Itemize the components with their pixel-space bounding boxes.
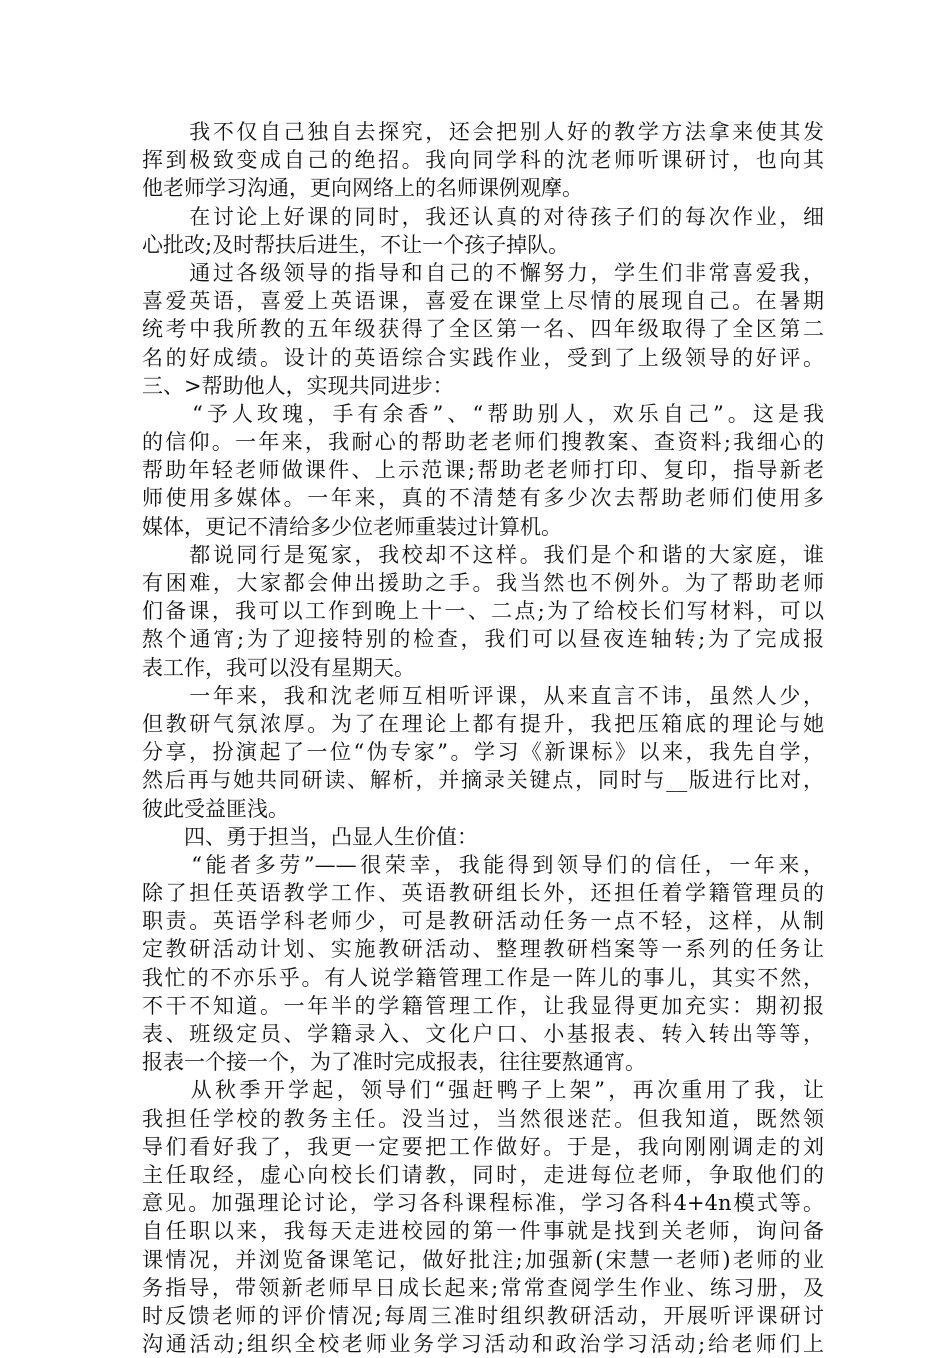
- section-heading: 三、>帮助他人，实现共同进步：: [142, 373, 454, 398]
- text-line: 统考中我所教的五年级获得了全区第一名、四年级取得了全区第二: [142, 317, 824, 342]
- text-line: 务指导，带领新老师早日成长起来;常常查阅学生作业、练习册，及: [142, 1275, 824, 1300]
- text-line: 一年来，我和沈老师互相听评课，从来直言不讳，虽然人少，: [142, 683, 824, 708]
- text-line: 通过各级领导的指导和自己的不懈努力，学生们非常喜爱我，: [142, 260, 824, 285]
- text-line: 师使用多媒体。一年来，真的不清楚有多少次去帮助老师们使用多: [142, 486, 824, 511]
- text-line: 挥到极致变成自己的绝招。我向同学科的沈老师听课研讨，也向其: [142, 148, 824, 173]
- text-line: 有困难，大家都会伸出援助之手。我当然也不例外。为了帮助老师: [142, 571, 824, 595]
- text-line: 表工作，我可以没有星期天。: [142, 655, 415, 680]
- text-line: 定教研活动计划、实施教研活动、整理教研档案等一系列的任务让: [142, 937, 824, 962]
- text-line: 熬个通宵;为了迎接特别的检查，我们可以昼夜连轴转;为了完成报: [142, 627, 824, 652]
- text-line: 我忙的不亦乐乎。有人说学籍管理工作是一阵儿的事儿，其实不然，: [142, 965, 824, 990]
- document-body: [142, 118, 824, 1358]
- text-line: 表、班级定员、学籍录入、文化户口、小基报表、转入转出等等，: [142, 1022, 824, 1046]
- text-line: 他老师学习沟通，更向网络上的名师课例观摩。: [142, 176, 583, 201]
- text-line: 彼此受益匪浅。: [142, 796, 289, 821]
- text-line: 时反馈老师的评价情况;每周三准时组织教研活动，开展听评课研讨: [142, 1303, 824, 1328]
- text-line: “予人玫瑰，手有余香”、“帮助别人，欢乐自己”。这是我: [142, 401, 824, 426]
- text-line: 们备课，我可以工作到晚上十一、二点;为了给校长们写材料，可以: [142, 599, 824, 624]
- text-line: 课情况，并浏览备课笔记，做好批注;加强新(宋慧一老师)老师的业: [142, 1247, 824, 1272]
- text-line: 报表一个接一个，为了准时完成报表，往往要熬通宵。: [142, 1050, 646, 1075]
- text-line: 分享，扮演起了一位“伪专家”。学习《新课标》以来，我先自学，: [142, 740, 824, 765]
- text-line: 从秋季开学起，领导们“强赶鸭子上架”，再次重用了我，让: [142, 1078, 824, 1103]
- text-line: 导们看好我了，我更一定要把工作做好。于是，我向刚刚调走的刘: [142, 1134, 824, 1159]
- text-line: 主任取经，虚心向校长们请教，同时，走进每位老师，争取他们的: [142, 1162, 824, 1187]
- text-line: 喜爱英语，喜爱上英语课，喜爱在课堂上尽情的展现自己。在暑期: [142, 289, 824, 314]
- text-line: 的信仰。一年来，我耐心的帮助老老师们搜教案、查资料;我细心的: [142, 430, 824, 455]
- text-line: 我不仅自己独自去探究，还会把别人好的教学方法拿来使其发: [142, 120, 824, 144]
- text-line: 媒体，更记不清给多少位老师重装过计算机。: [142, 514, 562, 539]
- text-line: “能者多劳”——很荣幸，我能得到领导们的信任，一年来，: [142, 852, 824, 877]
- text-line: 沟通活动;组织全校老师业务学习活动和政治学习活动;给老师们上: [142, 1332, 824, 1357]
- text-line: 我担任学校的教务主任。没当过，当然很迷茫。但我知道，既然领: [142, 1106, 824, 1131]
- text-line: 都说同行是冤家，我校却不这样。我们是个和谐的大家庭，谁: [142, 542, 824, 567]
- text-line: 自任职以来，我每天走进校园的第一件事就是找到关老师，询问备: [142, 1219, 824, 1244]
- text-line: 名的好成绩。设计的英语综合实践作业，受到了上级领导的好评。: [142, 345, 824, 370]
- text-line: 然后再与她共同研读、解析，并摘录关键点，同时与__版进行比对，: [142, 768, 824, 793]
- text-line: 意见。加强理论讨论，学习各科课程标准，学习各科4+4n模式等。: [142, 1191, 824, 1216]
- text-line: 心批改;及时帮扶后进生，不让一个孩子掉队。: [142, 232, 570, 257]
- text-line: 在讨论上好课的同时，我还认真的对待孩子们的每次作业，细: [142, 204, 824, 229]
- section-heading: 四、勇于担当，凸显人生价值：: [142, 824, 478, 849]
- text-line: 帮助年轻老师做课件、上示范课;帮助老老师打印、复印，指导新老: [142, 458, 824, 483]
- text-line: 不干不知道。一年半的学籍管理工作，让我显得更加充实：期初报: [142, 993, 824, 1018]
- text-line: 但教研气氛浓厚。为了在理论上都有提升，我把压箱底的理论与她: [142, 711, 824, 736]
- text-line: 职责。英语学科老师少，可是教研活动任务一点不轻，这样，从制: [142, 909, 824, 934]
- text-line: 除了担任英语教学工作、英语教研组长外，还担任着学籍管理员的: [142, 881, 824, 906]
